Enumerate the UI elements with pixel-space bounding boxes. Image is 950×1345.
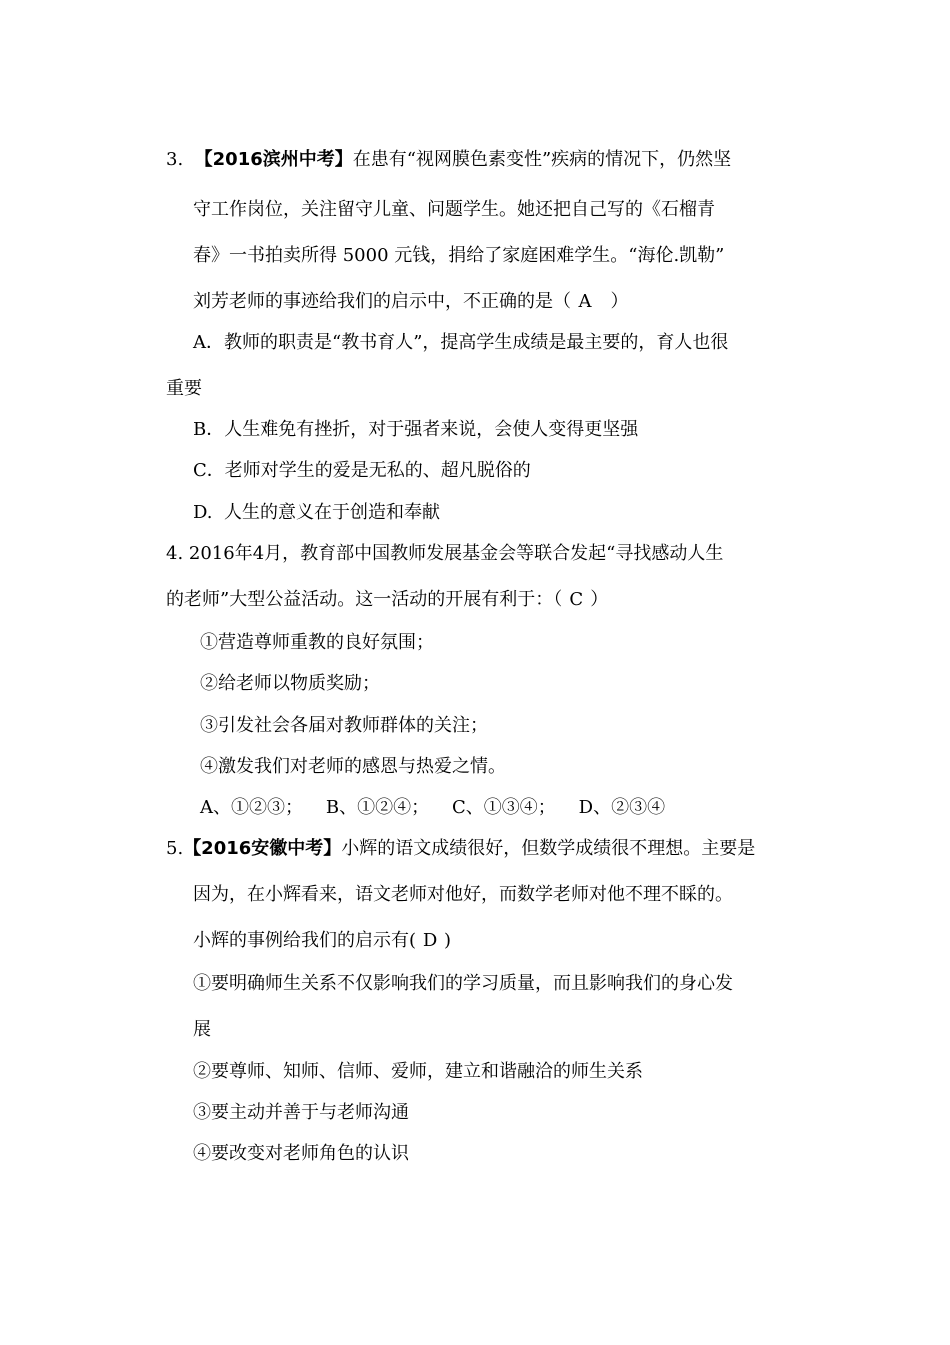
q3-stem-line-1 — [166, 148, 731, 172]
q3-close-paren: ） — [610, 291, 629, 312]
q3-number: 3. — [166, 149, 184, 170]
q4-close-paren: ） — [590, 589, 609, 610]
q4-stem-line-2 — [166, 588, 608, 612]
q4-stem-line-1: 4. 2016年4月，教育部中国教师发展基金会等联合发起“寻找感动人生 — [166, 543, 724, 564]
q3-stem-line-4 — [193, 290, 628, 314]
q3-option-a-line-1: A．教师的职责是“教书育人”，提高学生成绩是最主要的，育人也很 — [193, 332, 729, 353]
q3-option-c: C．老师对学生的爱是无私的、超凡脱俗的 — [193, 460, 531, 481]
q4-item-3: ③引发社会各届对教师群体的关注； — [200, 715, 488, 736]
q3-stem-line-3: 春》一书拍卖所得 5000 元钱，捐给了家庭困难学生。“海伦.凯勒” — [193, 245, 725, 266]
q5-stem-line-2: 因为，在小辉看来，语文老师对他好，而数学老师对他不理不睬的。 — [193, 884, 733, 905]
q5-stem-text-1: 小辉的语文成绩很好，但数学成绩很不理想。主要是 — [341, 838, 756, 859]
q4-question-text: 的老师”大型公益活动。这一活动的开展有利于：（ — [166, 589, 563, 610]
q3-question-text: 刘芳老师的事迹给我们的启示中，不正确的是（ — [193, 291, 571, 312]
q3-stem-line-2: 守工作岗位，关注留守儿童、问题学生。她还把自己写的《石榴青 — [193, 199, 715, 220]
q4-choices: A、①②③； B、①②④； C、①③④； D、②③④ — [200, 797, 666, 818]
q3-option-b: B．人生难免有挫折，对于强者来说，会使人变得更坚强 — [193, 419, 639, 440]
q3-source-tag: 【2016滨州中考】 — [194, 149, 353, 170]
q5-item-1-line-2: 展 — [193, 1019, 211, 1040]
q4-item-1: ①营造尊师重教的良好氛围； — [200, 632, 434, 653]
q3-answer: A — [578, 291, 592, 312]
q5-number: 5. — [166, 838, 184, 859]
q5-close-paren: ) — [444, 930, 452, 951]
q4-item-4: ④激发我们对老师的感恩与热爱之情。 — [200, 756, 506, 777]
q5-stem-line-3 — [193, 929, 451, 953]
q3-option-a-line-2: 重要 — [166, 378, 202, 399]
q5-question-text: 小辉的事例给我们的启示有( — [193, 930, 417, 951]
q5-answer: D — [422, 930, 438, 951]
q5-stem-line-1 — [166, 837, 755, 861]
q5-item-1-line-1: ①要明确师生关系不仅影响我们的学习质量，而且影响我们的身心发 — [193, 973, 733, 994]
q5-item-2: ②要尊师、知师、信师、爱师，建立和谐融洽的师生关系 — [193, 1061, 643, 1082]
q5-item-4: ④要改变对老师角色的认识 — [193, 1143, 409, 1164]
q3-option-d: D. 人生的意义在于创造和奉献 — [193, 502, 440, 523]
q3-stem-text-1: 在患有“视网膜色素变性”疾病的情况下，仍然坚 — [352, 149, 732, 170]
q5-source-tag: 【2016安徽中考】 — [183, 838, 342, 859]
q4-answer: C — [569, 589, 584, 610]
q5-item-3: ③要主动并善于与老师沟通 — [193, 1102, 409, 1123]
q4-item-2: ②给老师以物质奖励； — [200, 673, 380, 694]
